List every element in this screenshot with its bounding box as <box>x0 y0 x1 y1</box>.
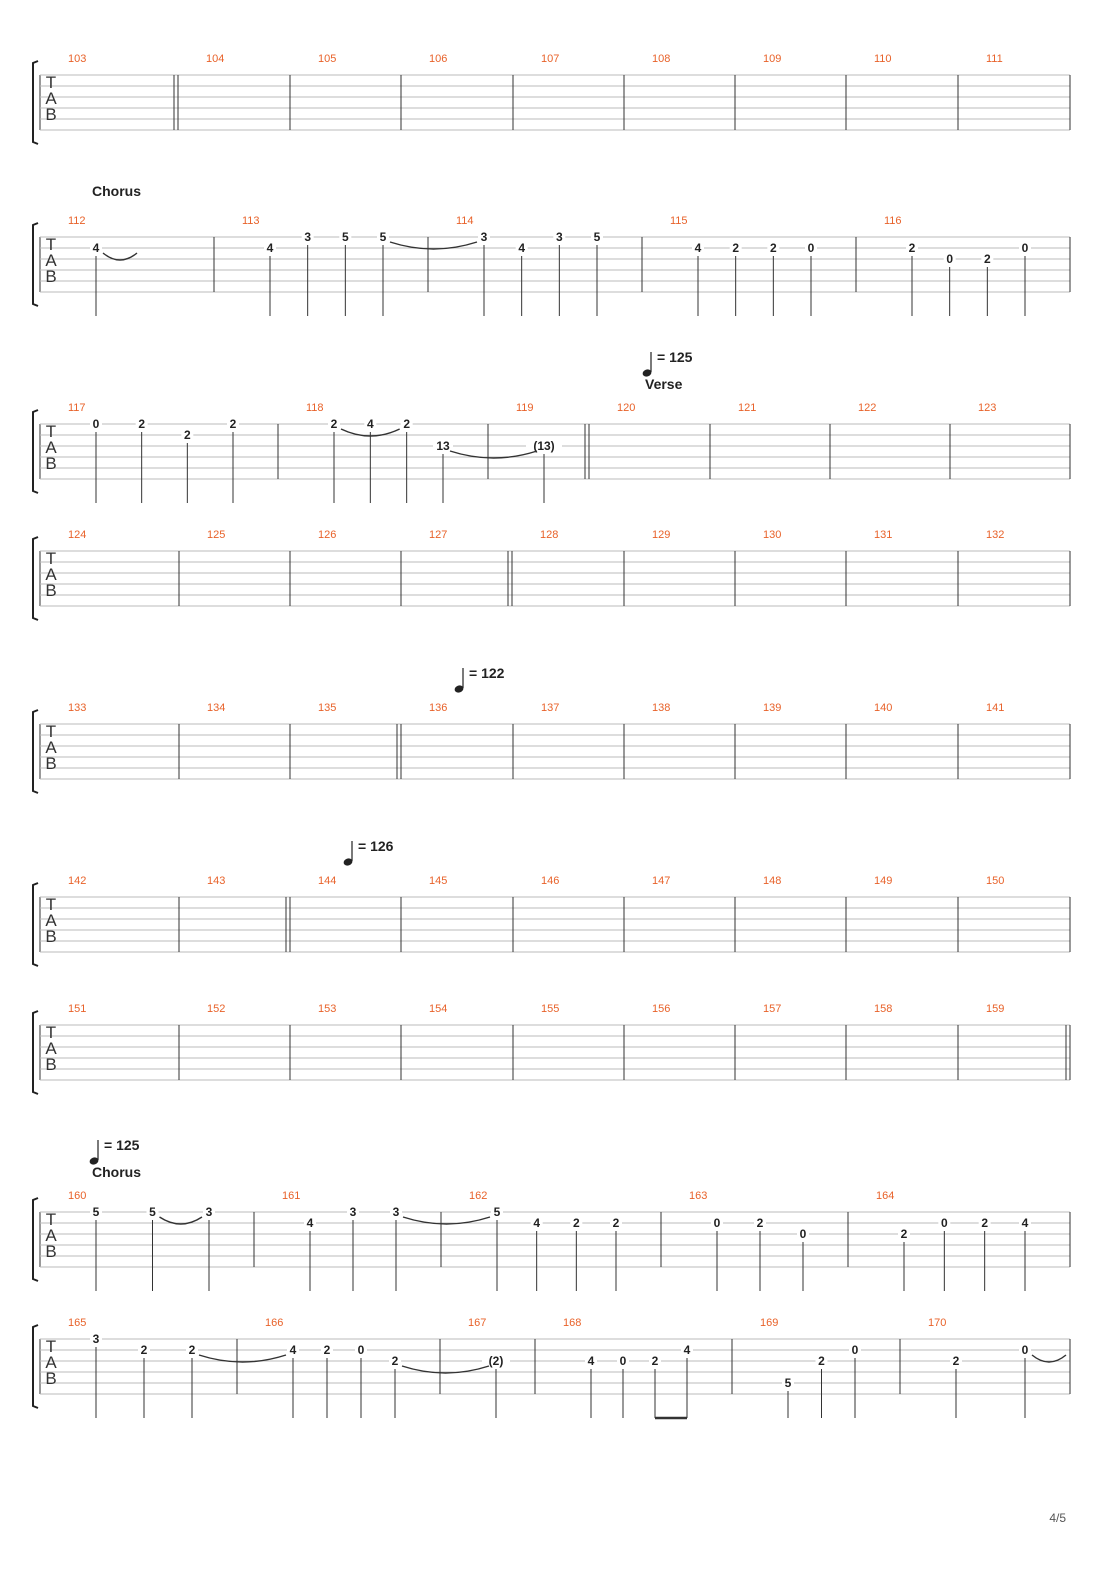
measure-number: 153 <box>318 1003 337 1015</box>
measure-number: 148 <box>763 875 782 887</box>
staff-system <box>33 529 1070 620</box>
fret-number: 0 <box>1021 1343 1029 1357</box>
tab-clef-letter: T <box>45 1023 57 1042</box>
measure-number: 112 <box>68 215 86 227</box>
fret-number: 3 <box>349 1205 357 1219</box>
measure-number: 143 <box>207 875 226 887</box>
tab-clef-letter: T <box>45 73 57 92</box>
tab-clef-letter: B <box>45 454 57 473</box>
measure-number: 118 <box>306 402 324 414</box>
measure-number: 138 <box>652 702 671 714</box>
measure-number: 154 <box>429 1003 448 1015</box>
fret-number: 3 <box>392 1205 400 1219</box>
fret-number: 4 <box>92 241 100 255</box>
fret-number: 0 <box>713 1216 721 1230</box>
tab-clef-letter: A <box>45 251 57 270</box>
staff-system <box>33 53 1070 144</box>
measure-number: 123 <box>978 402 997 414</box>
system-bracket <box>33 410 38 493</box>
measure-number: 115 <box>670 215 688 227</box>
fret-number: 2 <box>732 241 740 255</box>
measure-number: 161 <box>282 1190 301 1202</box>
fret-number: 13 <box>436 439 450 453</box>
fret-number: 3 <box>92 1332 100 1346</box>
measure-number: 117 <box>68 402 86 414</box>
measure-number: 130 <box>763 529 782 541</box>
tab-clef-letter: A <box>45 438 57 457</box>
measure-number: 166 <box>265 1317 284 1329</box>
fret-number: 0 <box>357 1343 365 1357</box>
fret-number: 5 <box>593 230 601 244</box>
fret-number: 5 <box>379 230 387 244</box>
fret-number: 2 <box>138 417 146 431</box>
tempo-marking: = 125 <box>657 349 693 365</box>
fret-number: 0 <box>851 1343 859 1357</box>
measure-number: 110 <box>874 53 892 65</box>
tab-clef-letter: T <box>45 895 57 914</box>
measure-number: 105 <box>318 53 337 65</box>
fret-number: 2 <box>769 241 777 255</box>
fret-number: 2 <box>330 417 338 431</box>
measure-number: 106 <box>429 53 448 65</box>
tempo-marking: = 126 <box>358 838 394 854</box>
staff-systems <box>33 53 1070 1418</box>
fret-number: 5 <box>92 1205 100 1219</box>
measure-number: 124 <box>68 529 87 541</box>
fret-number: 0 <box>940 1216 948 1230</box>
measure-number: 151 <box>68 1003 87 1015</box>
measure-number: 122 <box>858 402 877 414</box>
staff-system <box>33 1137 1070 1291</box>
tab-clef-letter: B <box>45 754 57 773</box>
page-number: 4/5 <box>1049 1511 1066 1525</box>
measure-number: 155 <box>541 1003 560 1015</box>
fret-number: 4 <box>533 1216 541 1230</box>
measure-number: 109 <box>763 53 782 65</box>
tab-clef-letter: B <box>45 267 57 286</box>
tab-clef-letter: B <box>45 1055 57 1074</box>
fret-number: 3 <box>205 1205 213 1219</box>
fret-number: 2 <box>983 252 991 266</box>
fret-number: 4 <box>587 1354 595 1368</box>
fret-number: 2 <box>651 1354 659 1368</box>
fret-number: 2 <box>612 1216 620 1230</box>
section-marker: Verse <box>645 376 683 392</box>
measure-number: 147 <box>652 875 671 887</box>
measure-number: 116 <box>884 215 902 227</box>
fret-number: 4 <box>306 1216 314 1230</box>
measure-number: 165 <box>68 1317 87 1329</box>
staff-system <box>33 1317 1070 1418</box>
fret-number: 3 <box>480 230 488 244</box>
staff-system <box>33 665 1070 793</box>
measure-number: 156 <box>652 1003 671 1015</box>
measure-number: 104 <box>206 53 225 65</box>
measure-number: 103 <box>68 53 87 65</box>
measure-number: 111 <box>986 53 1003 65</box>
fret-number: 2 <box>391 1354 399 1368</box>
measure-number: 137 <box>541 702 560 714</box>
measure-number: 128 <box>540 529 559 541</box>
fret-number: 2 <box>229 417 237 431</box>
system-bracket <box>33 710 38 793</box>
measure-number: 113 <box>242 215 260 227</box>
fret-number: 2 <box>572 1216 580 1230</box>
measure-number: 141 <box>986 702 1005 714</box>
measure-number: 159 <box>986 1003 1005 1015</box>
fret-number: 4 <box>683 1343 691 1357</box>
fret-number: 4 <box>1021 1216 1029 1230</box>
measure-number: 150 <box>986 875 1005 887</box>
measure-number: 152 <box>207 1003 226 1015</box>
fret-number: 0 <box>619 1354 627 1368</box>
tab-clef-letter: A <box>45 1039 57 1058</box>
system-bracket <box>33 1198 38 1281</box>
measure-number: 114 <box>456 215 474 227</box>
system-bracket <box>33 1011 38 1094</box>
measure-number: 169 <box>760 1317 779 1329</box>
fret-number: 3 <box>555 230 563 244</box>
fret-number: 2 <box>981 1216 989 1230</box>
section-marker: Chorus <box>92 183 141 199</box>
tab-clef-letter: T <box>45 549 57 568</box>
measure-number: 127 <box>429 529 448 541</box>
fret-number: 2 <box>952 1354 960 1368</box>
fret-number: 5 <box>149 1205 156 1219</box>
fret-number: 5 <box>341 230 349 244</box>
fret-number: 0 <box>1021 241 1029 255</box>
tab-clef-letter: B <box>45 1369 57 1388</box>
measure-number: 163 <box>689 1190 708 1202</box>
tab-clef-letter: T <box>45 1337 57 1356</box>
tab-clef-letter: T <box>45 722 57 741</box>
measure-number: 145 <box>429 875 448 887</box>
fret-number: (2) <box>488 1354 504 1368</box>
fret-number: 4 <box>366 417 374 431</box>
tab-clef-letter: A <box>45 911 57 930</box>
fret-number: 2 <box>900 1227 908 1241</box>
tab-clef-letter: B <box>45 105 57 124</box>
fret-number: 0 <box>799 1227 807 1241</box>
fret-number: 2 <box>403 417 411 431</box>
staff-system <box>33 838 1070 966</box>
staff-system <box>33 349 1070 503</box>
system-bracket <box>33 1325 38 1408</box>
measure-number: 146 <box>541 875 560 887</box>
measure-number: 129 <box>652 529 671 541</box>
section-marker: Chorus <box>92 1164 141 1180</box>
measure-number: 132 <box>986 529 1005 541</box>
measure-number: 120 <box>617 402 636 414</box>
measure-number: 119 <box>516 402 534 414</box>
measure-number: 121 <box>738 402 757 414</box>
measure-number: 170 <box>928 1317 947 1329</box>
measure-number: 158 <box>874 1003 893 1015</box>
tab-clef-letter: B <box>45 581 57 600</box>
system-bracket <box>33 61 38 144</box>
fret-number: 0 <box>92 417 100 431</box>
tab-clef-letter: B <box>45 927 57 946</box>
measure-number: 139 <box>763 702 782 714</box>
measure-number: 142 <box>68 875 87 887</box>
fret-number: 2 <box>183 428 191 442</box>
tab-clef-letter: A <box>45 89 57 108</box>
tab-clef-letter: T <box>45 422 57 441</box>
tab-clef-letter: A <box>45 1353 57 1372</box>
measure-number: 134 <box>207 702 226 714</box>
fret-number: 2 <box>323 1343 331 1357</box>
fret-number: 4 <box>518 241 526 255</box>
system-bracket <box>33 883 38 966</box>
tab-clef-letter: A <box>45 738 57 757</box>
tempo-marking: = 125 <box>104 1137 140 1153</box>
measure-number: 107 <box>541 53 560 65</box>
measure-number: 164 <box>876 1190 895 1202</box>
fret-number: 2 <box>908 241 916 255</box>
measure-number: 135 <box>318 702 337 714</box>
fret-number: 2 <box>756 1216 764 1230</box>
staff-system <box>33 1003 1070 1094</box>
fret-number: (13) <box>533 439 555 453</box>
fret-number: 0 <box>807 241 815 255</box>
tab-clef-letter: A <box>45 1226 57 1245</box>
measure-number: 167 <box>468 1317 487 1329</box>
measure-number: 140 <box>874 702 893 714</box>
tab-clef-letter: T <box>45 1210 57 1229</box>
measure-number: 136 <box>429 702 448 714</box>
measure-number: 160 <box>68 1190 87 1202</box>
measure-number: 126 <box>318 529 337 541</box>
measure-number: 125 <box>207 529 226 541</box>
fret-number: 2 <box>188 1343 196 1357</box>
measure-number: 162 <box>469 1190 488 1202</box>
fret-number: 2 <box>140 1343 148 1357</box>
fret-number: 4 <box>289 1343 297 1357</box>
tab-clef-letter: B <box>45 1242 57 1261</box>
staff-system <box>33 183 1070 316</box>
fret-number: 3 <box>304 230 312 244</box>
fret-number: 5 <box>493 1205 501 1219</box>
measure-number: 133 <box>68 702 87 714</box>
system-bracket <box>33 537 38 620</box>
measure-number: 131 <box>874 529 893 541</box>
fret-number: 4 <box>266 241 274 255</box>
measure-number: 144 <box>318 875 337 887</box>
measure-number: 108 <box>652 53 671 65</box>
fret-number: 5 <box>784 1376 792 1390</box>
fret-number: 2 <box>818 1354 825 1368</box>
tempo-marking: = 122 <box>469 665 505 681</box>
measure-number: 168 <box>563 1317 582 1329</box>
system-bracket <box>33 223 38 306</box>
measure-number: 149 <box>874 875 893 887</box>
measure-number: 157 <box>763 1003 782 1015</box>
fret-number: 0 <box>946 252 954 266</box>
tab-clef-letter: A <box>45 565 57 584</box>
fret-number: 4 <box>694 241 702 255</box>
tab-clef-letter: T <box>45 235 57 254</box>
